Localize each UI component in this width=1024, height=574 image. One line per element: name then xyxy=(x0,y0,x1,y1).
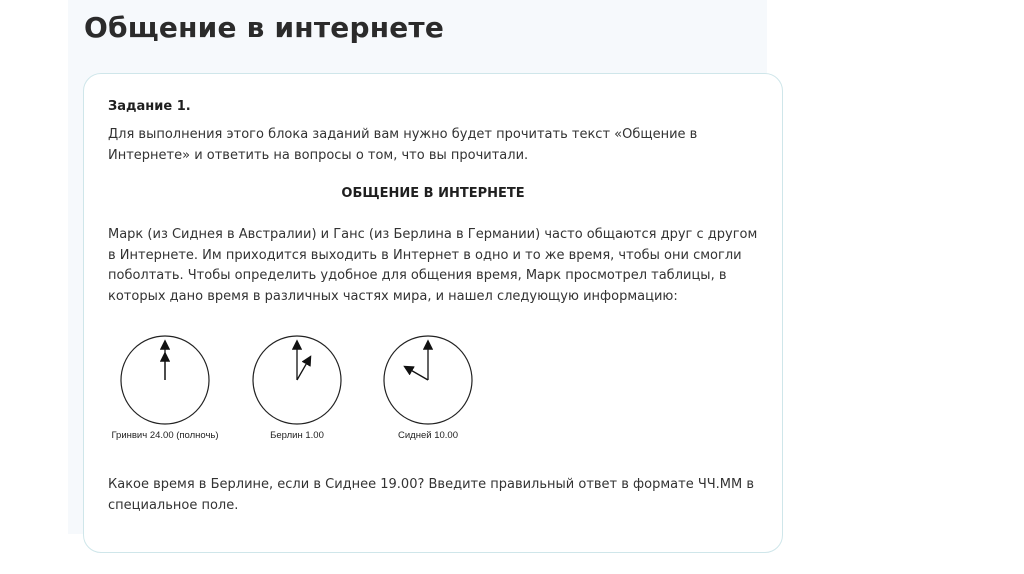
clock-label: Гринвич 24.00 (полночь) xyxy=(111,430,219,441)
task-intro: Для выполнения этого блока заданий вам нужно будет прочитать текст «Общение в Интернете» и ответить на вопросы о том, что вы прочитали. xyxy=(108,127,698,163)
story-paragraph: Марк (из Сиднея в Австралии) и Ганс (из Берлина в Германии) часто общаются друг с другом в Интернете. Им приходится выходить в Интернет в одно и то же время, чтобы они смогли поболтать. Чтобы определить удобное для общения время, Марк просмотрел таблицы, в которых дано время в различных частях мира, и нашел следующую информацию: xyxy=(108,227,758,304)
page-title: Общение в интернете xyxy=(84,11,445,44)
clock-face-icon xyxy=(108,332,488,432)
clock-label: Сидней 10.00 xyxy=(398,430,458,441)
text-heading: ОБЩЕНИЕ В ИНТЕРНЕТЕ xyxy=(341,186,525,201)
clocks-figure xyxy=(108,332,488,444)
clock-label: Берлин 1.00 xyxy=(270,430,324,441)
question-paragraph: Какое время в Берлине, если в Сиднее 19.00? Введите правильный ответ в формате ЧЧ.ММ в специальное поле. xyxy=(108,477,755,513)
hour-hand xyxy=(405,367,428,380)
task-title: Задание 1. xyxy=(108,99,191,114)
